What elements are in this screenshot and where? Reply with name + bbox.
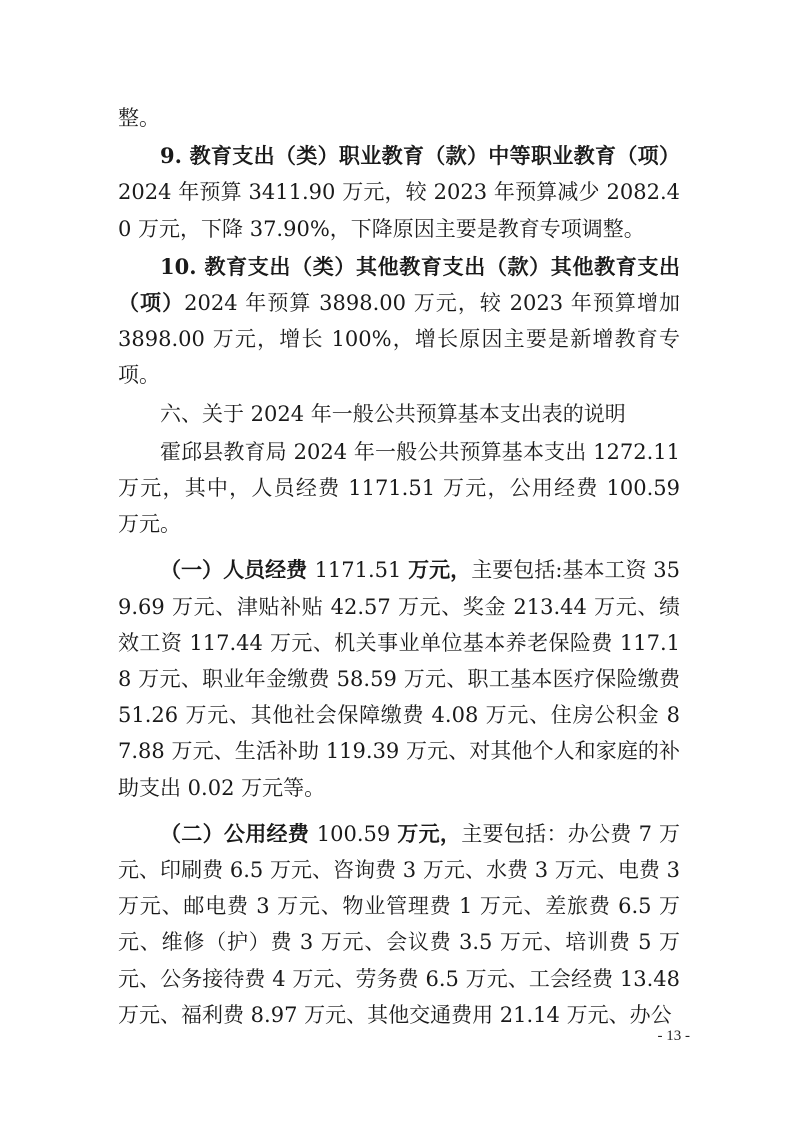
personnel-unit: 万元， [408,557,472,583]
page-number: - 13 - [657,1028,690,1044]
text-segment: 整。 [118,106,160,130]
public-amount: 100.59 [316,821,398,846]
item-10-heading: 10. 教育支出（类）其他教育支出（款）其他教育支出（项） [118,253,680,316]
paragraph-personnel-funds [118,552,680,805]
section-heading-six [118,396,680,432]
paragraph-basic-expenditure [118,434,680,543]
personnel-amount: 1171.51 [314,558,409,583]
section-six-title: 六、关于 2024 年一般公共预算基本支出表的说明 [160,401,626,426]
paragraph-item-9 [118,138,680,247]
item-9-heading: 9. 教育支出（类）职业教育（款）中等职业教育（项） [160,143,680,169]
paragraph-public-funds [118,816,680,1033]
personnel-body: 主要包括:基本工资 359.69 万元、津贴补贴 42.57 万元、奖金 213.44 万元、绩效工资 117.44 万元、机关事业单位基本养老保险费 117.18 万元、职业年金缴费 58.59 万元、职工基本医疗保险缴费 51.26 万元、其他社会保障缴费 4.08 万元、住房公积金 87.88 万元、生活补助 119.39 万元、对其他个人和家庭的补助支出 0.02 万元等。 [118,558,680,800]
public-heading: （二）公用经费 [160,820,317,846]
public-body: 主要包括：办公费 7 万元、印刷费 6.5 万元、咨询费 3 万元、水费 3 万元、电费 3 万元、邮电费 3 万元、物业管理费 1 万元、差旅费 6.5 万元、维修（护）费 3 万元、会议费 3.5 万元、培训费 5 万元、公务接待费 4 万元、劳务费 6.5 万元、工会经费 13.48 万元、福利费 8.97 万元、其他交通费用 21.14 万元、办公 [118,821,681,1027]
item-10-body: 2024 年预算 3898.00 万元，较 2023 年预算增加 3898.00 万元，增长 100%，增长原因主要是新增教育专项。 [118,291,680,388]
paragraph-item-10 [118,249,680,394]
personnel-heading: （一）人员经费 [160,557,315,583]
body-text [118,100,680,1033]
item-9-body: 2024 年预算 3411.90 万元，较 2023 年预算减少 2082.40 万元，下降 37.90%，下降原因主要是教育专项调整。 [118,180,680,241]
paragraph-continuation [118,100,680,136]
public-unit: 万元， [397,820,462,846]
basic-expenditure-text: 霍邱县教育局 2024 年一般公共预算基本支出 1272.11 万元，其中，人员经费 1171.51 万元，公用经费 100.59 万元。 [118,439,680,537]
